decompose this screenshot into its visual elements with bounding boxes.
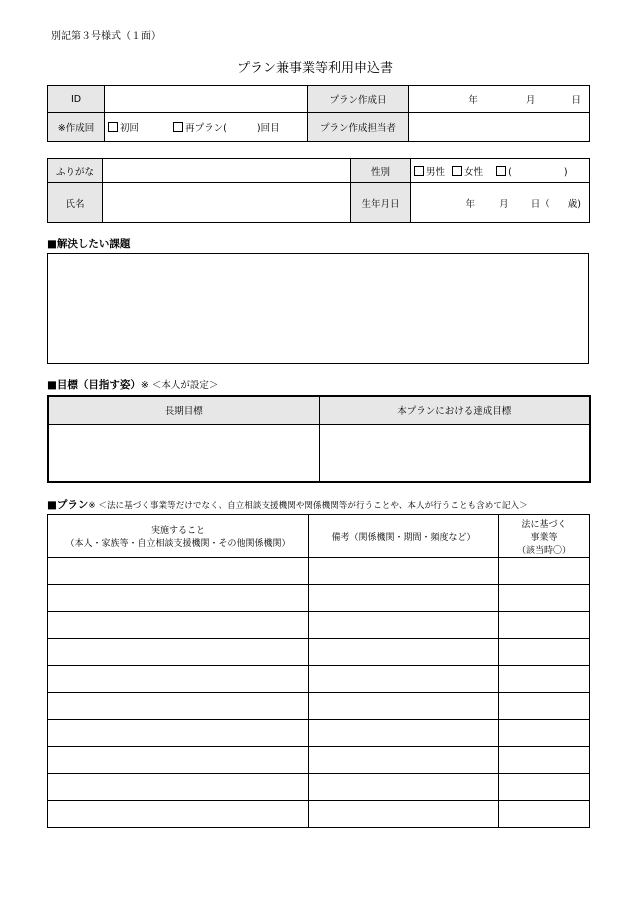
actions-header-line2: （本人・家族等・自立相談支援機関・その他関係機関） [65, 539, 291, 549]
form-number-label: 別記第３号様式（１面） [51, 31, 161, 42]
action-cell[interactable] [48, 612, 309, 639]
remarks-cell[interactable] [309, 666, 499, 693]
statutory-cell[interactable] [499, 585, 590, 612]
statutory-cell[interactable] [499, 639, 590, 666]
plan-date-field[interactable] [409, 86, 590, 113]
goals-heading-wrap [47, 377, 218, 392]
personal-info-table [47, 158, 590, 223]
furigana-label: ふりがな [48, 159, 103, 183]
name-label: 氏名 [48, 183, 103, 223]
female-checkbox[interactable] [452, 166, 462, 176]
birthdate-field[interactable] [411, 183, 590, 223]
remarks-cell[interactable] [309, 747, 499, 774]
statutory-cell[interactable] [499, 801, 590, 828]
remarks-cell[interactable] [309, 558, 499, 585]
id-field[interactable] [105, 86, 308, 113]
remarks-cell[interactable] [309, 720, 499, 747]
year-unit: 年 [468, 95, 478, 106]
re-plan-count-suffix: )回目 [256, 123, 280, 134]
action-cell[interactable] [48, 693, 309, 720]
statutory-cell[interactable] [499, 612, 590, 639]
age-unit: 歳) [567, 198, 581, 210]
issues-textarea[interactable] [47, 253, 589, 364]
table-row [48, 612, 590, 639]
gender-field[interactable] [411, 159, 590, 183]
plan-heading: ■プラン [47, 499, 89, 511]
statutory-header-line2: 事業等 [530, 532, 558, 543]
day-unit: 日 [571, 95, 581, 106]
action-cell[interactable] [48, 747, 309, 774]
remarks-cell[interactable] [309, 612, 499, 639]
actions-header [48, 515, 309, 558]
long-term-goal-field[interactable] [48, 424, 319, 482]
statutory-cell[interactable] [499, 666, 590, 693]
action-cell[interactable] [48, 720, 309, 747]
male-checkbox[interactable] [414, 166, 424, 176]
action-cell[interactable] [48, 774, 309, 801]
table-row [48, 720, 590, 747]
gender-label: 性別 [351, 159, 411, 183]
table-row [48, 747, 590, 774]
statutory-header-line3: （該当時〇） [516, 545, 571, 556]
plan-date-label: プラン作成日 [308, 86, 409, 113]
male-label: 男性 [426, 166, 446, 178]
table-row [48, 666, 590, 693]
month-unit: 月 [525, 95, 536, 106]
issues-heading: ■解決したい課題 [47, 238, 131, 250]
remarks-cell[interactable] [309, 693, 499, 720]
birth-month-unit: 月 [499, 198, 509, 210]
table-row [48, 558, 590, 585]
statutory-cell[interactable] [499, 720, 590, 747]
first-time-checkbox[interactable] [108, 122, 118, 132]
remarks-cell[interactable] [309, 801, 499, 828]
remarks-cell[interactable] [309, 585, 499, 612]
plan-note: ※ ＜法に基づく事業等だけでなく、自立相談支援機関や関係機関等が行うことや、本人が行うことも含めて記入＞ [88, 501, 528, 511]
furigana-field[interactable] [103, 159, 351, 183]
plan-creator-field[interactable] [409, 113, 590, 142]
creation-count-label: ※作成回 [48, 113, 105, 142]
statutory-cell[interactable] [499, 558, 590, 585]
table-row [48, 801, 590, 828]
other-gender-open: ( [508, 166, 512, 178]
statutory-cell[interactable] [499, 774, 590, 801]
other-gender-checkbox[interactable] [496, 166, 506, 176]
plan-creator-label: プラン作成担当者 [308, 113, 409, 142]
action-cell[interactable] [48, 801, 309, 828]
achievement-goal-field[interactable] [319, 424, 590, 482]
statutory-service-header [499, 515, 590, 558]
action-cell[interactable] [48, 666, 309, 693]
remarks-cell[interactable] [309, 774, 499, 801]
plan-heading-wrap [47, 497, 528, 512]
creation-count-field[interactable] [105, 113, 308, 142]
birthdate-label: 生年月日 [351, 183, 411, 223]
goals-table [47, 395, 591, 483]
remarks-header: 備考（関係機関・期間・頻度など） [309, 515, 499, 558]
birth-day-unit: 日（ [530, 198, 550, 210]
female-label: 女性 [464, 166, 484, 178]
first-time-label: 初回 [120, 123, 140, 134]
action-cell[interactable] [48, 639, 309, 666]
plan-rows [48, 558, 590, 828]
table-row [48, 774, 590, 801]
table-row [48, 639, 590, 666]
other-gender-close: ) [563, 166, 568, 178]
statutory-cell[interactable] [499, 693, 590, 720]
actions-header-line1: 実施すること [150, 526, 205, 536]
remarks-cell[interactable] [309, 639, 499, 666]
plan-table [47, 514, 590, 828]
action-cell[interactable] [48, 558, 309, 585]
statutory-header-line1: 法に基づく [521, 519, 567, 530]
long-term-goal-header: 長期目標 [48, 396, 319, 424]
plan-info-table [47, 85, 590, 142]
statutory-cell[interactable] [499, 747, 590, 774]
name-field[interactable] [103, 183, 351, 223]
document-title: プラン兼事業等利用申込書 [236, 61, 393, 76]
goals-heading: ■目標（目指す姿） [47, 379, 141, 391]
goals-note: ※ ＜本人が設定＞ [140, 380, 219, 391]
id-label: ID [48, 86, 105, 113]
action-cell[interactable] [48, 585, 309, 612]
birth-year-unit: 年 [465, 198, 476, 210]
re-plan-checkbox[interactable] [173, 122, 183, 132]
table-row [48, 693, 590, 720]
re-plan-label: 再プラン( [185, 123, 227, 134]
table-row [48, 585, 590, 612]
achievement-goal-header: 本プランにおける達成目標 [319, 396, 590, 424]
